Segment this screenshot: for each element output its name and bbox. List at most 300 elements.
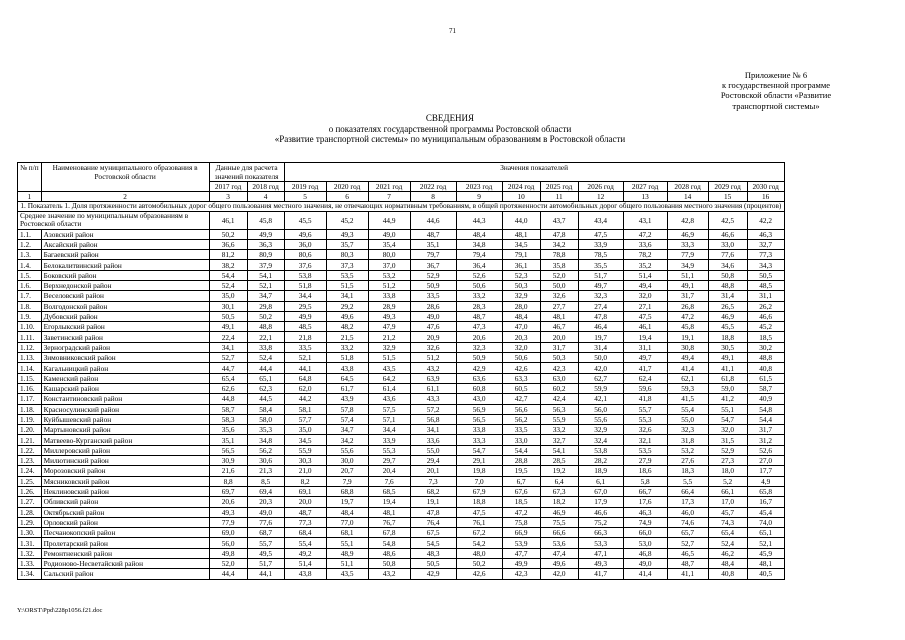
indicator-value: 52,1 — [247, 280, 284, 290]
indicator-value: 68,8 — [326, 486, 368, 496]
indicator-value: 45,8 — [667, 322, 708, 332]
indicator-value: 66,1 — [708, 486, 747, 496]
indicator-value: 19,7 — [326, 497, 368, 507]
indicator-value: 30,5 — [708, 342, 747, 352]
indicator-value: 48,6 — [368, 548, 410, 558]
indicator-value: 28,5 — [540, 456, 578, 466]
column-number: 12 — [578, 192, 623, 202]
district-name: Багаевский район — [41, 250, 209, 260]
district-name: Неклиновский район — [41, 486, 209, 496]
indicator-value: 33,5 — [284, 342, 326, 352]
indicator-value: 36,1 — [502, 260, 540, 270]
indicator-value: 28,9 — [368, 301, 410, 311]
indicator-value: 32,9 — [368, 342, 410, 352]
indicator-value: 44,8 — [209, 394, 247, 404]
indicator-value: 52,4 — [247, 353, 284, 363]
indicator-value: 57,8 — [326, 404, 368, 414]
indicator-value: 26,8 — [667, 301, 708, 311]
table-row — [18, 229, 785, 239]
indicator-value: 78,2 — [623, 250, 667, 260]
indicator-value: 29,8 — [247, 301, 284, 311]
header-base: Данные для расчета значений показателя — [209, 163, 284, 182]
table-row — [18, 301, 785, 311]
indicator-value: 45,5 — [708, 322, 747, 332]
indicator-value: 19,5 — [502, 466, 540, 476]
indicator-value: 52,7 — [209, 353, 247, 363]
row-number: 1.13. — [18, 353, 42, 363]
indicator-value: 56,0 — [578, 404, 623, 414]
indicator-value: 44,2 — [284, 394, 326, 404]
indicator-value: 30,6 — [247, 456, 284, 466]
indicator-value: 50,2 — [247, 311, 284, 321]
indicator-value: 34,1 — [326, 291, 368, 301]
row-number: 1.29. — [18, 517, 42, 527]
column-number: 3 — [209, 192, 247, 202]
indicator-value: 55,4 — [667, 404, 708, 414]
indicator-value: 47,5 — [578, 229, 623, 239]
indicator-value: 35,0 — [284, 425, 326, 435]
indicator-value: 47,5 — [623, 311, 667, 321]
indicator-value: 69,1 — [284, 486, 326, 496]
column-number: 6 — [326, 192, 368, 202]
indicator-value: 76,1 — [456, 517, 502, 527]
indicator-value: 46,9 — [708, 311, 747, 321]
indicator-value: 49,7 — [578, 280, 623, 290]
indicator-value: 27,0 — [747, 456, 784, 466]
indicator-value: 63,6 — [456, 373, 502, 383]
header-year: 2028 год — [667, 182, 708, 192]
indicator-value: 51,5 — [368, 353, 410, 363]
indicator-value: 60,2 — [540, 383, 578, 393]
header-year: 2020 год — [326, 182, 368, 192]
indicator-value: 20,4 — [368, 466, 410, 476]
indicator-value: 32,0 — [623, 291, 667, 301]
row-number: 1.1. — [18, 229, 42, 239]
indicator-value: 46,5 — [667, 548, 708, 558]
indicator-value: 67,0 — [578, 486, 623, 496]
indicator-value: 59,3 — [667, 383, 708, 393]
table-row — [18, 270, 785, 280]
indicator-value: 35,3 — [247, 425, 284, 435]
indicator-value: 41,1 — [708, 363, 747, 373]
indicator-value: 51,2 — [368, 280, 410, 290]
indicator-value: 34,2 — [326, 435, 368, 445]
indicator-value: 19,1 — [410, 497, 456, 507]
indicator-value: 42,3 — [540, 363, 578, 373]
row-number: 1.17. — [18, 394, 42, 404]
indicator-value: 51,2 — [410, 353, 456, 363]
indicator-value: 55,3 — [623, 414, 667, 424]
indicator-value: 50,3 — [502, 280, 540, 290]
indicator-value: 46,6 — [747, 311, 784, 321]
indicator-value: 47,6 — [410, 322, 456, 332]
indicator-value: 48,3 — [410, 548, 456, 558]
indicator-value: 64,8 — [284, 373, 326, 383]
indicator-value: 58,7 — [209, 404, 247, 414]
indicator-value: 67,2 — [456, 528, 502, 538]
header-year: 2024 год — [502, 182, 540, 192]
indicator-value: 66,6 — [540, 528, 578, 538]
indicator-value: 41,4 — [667, 363, 708, 373]
indicator-value: 67,6 — [502, 486, 540, 496]
indicator-value: 33,0 — [708, 239, 747, 249]
average-value: 43,4 — [578, 211, 623, 229]
indicator-value: 51,4 — [623, 270, 667, 280]
indicator-value: 55,1 — [708, 404, 747, 414]
indicator-value: 48,7 — [410, 229, 456, 239]
indicator-value: 34,6 — [708, 260, 747, 270]
indicator-value: 56,2 — [247, 445, 284, 455]
indicator-value: 59,6 — [623, 383, 667, 393]
district-name: Егорлыкский район — [41, 322, 209, 332]
indicator-value: 21,2 — [368, 332, 410, 342]
indicator-value: 76,4 — [410, 517, 456, 527]
indicator-value: 80,6 — [284, 250, 326, 260]
indicator-value: 41,8 — [623, 394, 667, 404]
indicator-value: 62,7 — [578, 373, 623, 383]
indicator-value: 43,6 — [368, 394, 410, 404]
indicator-value: 49,6 — [284, 229, 326, 239]
district-name: Дубовский район — [41, 311, 209, 321]
indicator-value: 17,7 — [747, 466, 784, 476]
indicator-value: 35,0 — [209, 291, 247, 301]
indicator-value: 33,5 — [502, 425, 540, 435]
indicator-value: 20,3 — [502, 332, 540, 342]
indicator-value: 49,7 — [623, 353, 667, 363]
district-name: Кашарский район — [41, 383, 209, 393]
indicator-value: 41,2 — [708, 394, 747, 404]
indicator-value: 49,2 — [284, 548, 326, 558]
indicator-value: 19,8 — [456, 466, 502, 476]
indicator-value: 46,3 — [623, 507, 667, 517]
indicator-value: 59,0 — [708, 383, 747, 393]
district-name: Каменский район — [41, 373, 209, 383]
average-value: 42,8 — [667, 211, 708, 229]
indicator-value: 35,4 — [368, 239, 410, 249]
header-year: 2026 год — [578, 182, 623, 192]
column-number: 1 — [18, 192, 42, 202]
indicator-value: 55,0 — [410, 445, 456, 455]
indicator-value: 55,6 — [578, 414, 623, 424]
row-number: 1.31. — [18, 538, 42, 548]
indicator-value: 33,9 — [578, 239, 623, 249]
title-line: о показателях государственной программы Ростовской области — [328, 123, 572, 134]
indicator-value: 34,1 — [410, 425, 456, 435]
indicator-value: 56,6 — [502, 404, 540, 414]
indicator-value: 48,8 — [708, 280, 747, 290]
indicator-value: 37,6 — [284, 260, 326, 270]
indicator-value: 66,9 — [502, 528, 540, 538]
indicator-value: 32,7 — [747, 239, 784, 249]
indicator-value: 28,2 — [578, 456, 623, 466]
indicator-value: 32,9 — [578, 425, 623, 435]
indicator-value: 34,3 — [747, 260, 784, 270]
indicator-value: 30,1 — [209, 301, 247, 311]
indicator-value: 17,0 — [708, 497, 747, 507]
indicator-value: 44,4 — [247, 363, 284, 373]
indicator-value: 50,6 — [456, 280, 502, 290]
indicator-value: 47,8 — [410, 507, 456, 517]
indicator-value: 30,8 — [667, 342, 708, 352]
indicator-value: 42,0 — [578, 363, 623, 373]
indicator-value: 8,8 — [209, 476, 247, 486]
indicator-value: 28,0 — [502, 301, 540, 311]
table-row — [18, 311, 785, 321]
column-number: 15 — [708, 192, 747, 202]
indicator-value: 53,6 — [540, 538, 578, 548]
indicator-value: 49,0 — [368, 229, 410, 239]
indicator-value: 34,5 — [502, 239, 540, 249]
indicator-value: 49,0 — [410, 311, 456, 321]
indicator-value: 42,9 — [456, 363, 502, 373]
indicator-value: 7,6 — [368, 476, 410, 486]
indicator-value: 45,2 — [747, 322, 784, 332]
district-name: Пролетарский район — [41, 538, 209, 548]
indicator-value: 7,0 — [456, 476, 502, 486]
indicator-value: 6,7 — [502, 476, 540, 486]
indicator-value: 52,4 — [708, 538, 747, 548]
row-number: 1.34. — [18, 569, 42, 579]
indicator-value: 47,0 — [502, 322, 540, 332]
indicator-value: 77,3 — [747, 250, 784, 260]
column-number: 7 — [368, 192, 410, 202]
header-year: 2022 год — [410, 182, 456, 192]
indicator-value: 5,8 — [623, 476, 667, 486]
row-number: 1.3. — [18, 250, 42, 260]
average-value: 44,9 — [368, 211, 410, 229]
indicator-value: 20,6 — [456, 332, 502, 342]
indicator-value: 65,8 — [747, 486, 784, 496]
indicator-value: 55,0 — [667, 414, 708, 424]
row-number: 1.15. — [18, 373, 42, 383]
indicator-value: 47,8 — [578, 311, 623, 321]
indicator-value: 63,0 — [540, 373, 578, 383]
indicator-value: 45,7 — [708, 507, 747, 517]
indicator-value: 32,3 — [456, 342, 502, 352]
indicator-value: 32,1 — [623, 435, 667, 445]
indicator-value: 41,1 — [667, 569, 708, 579]
indicator-value: 61,4 — [368, 383, 410, 393]
indicator-value: 31,4 — [708, 291, 747, 301]
indicator-value: 48,1 — [368, 507, 410, 517]
indicator-value: 44,1 — [247, 569, 284, 579]
indicator-value: 40,5 — [747, 569, 784, 579]
row-number: 1.16. — [18, 383, 42, 393]
indicator-value: 41,4 — [623, 569, 667, 579]
indicator-value: 51,1 — [326, 559, 368, 569]
indicator-value: 56,3 — [540, 404, 578, 414]
indicator-value: 33,2 — [456, 291, 502, 301]
file-path-footer: Y:\ORST\Ppd\228p1056.f21.doc — [17, 607, 103, 614]
header-year: 2019 год — [284, 182, 326, 192]
indicator-value: 49,4 — [667, 353, 708, 363]
indicator-value: 27,9 — [623, 456, 667, 466]
district-name: Песчанокопский район — [41, 528, 209, 538]
table-row — [18, 476, 785, 486]
indicator-value: 48,1 — [747, 559, 784, 569]
indicator-value: 52,9 — [708, 445, 747, 455]
indicator-value: 54,5 — [410, 538, 456, 548]
indicator-value: 51,7 — [247, 559, 284, 569]
indicator-value: 74,0 — [747, 517, 784, 527]
indicator-value: 36,0 — [284, 239, 326, 249]
indicator-value: 52,0 — [209, 559, 247, 569]
indicator-value: 47,8 — [540, 229, 578, 239]
indicator-value: 50,5 — [747, 270, 784, 280]
indicator-value: 53,9 — [502, 538, 540, 548]
district-name: Аксайский район — [41, 239, 209, 249]
title-heading: СВЕДЕНИЯ — [425, 113, 475, 123]
indicator-value: 51,7 — [578, 270, 623, 280]
document-title — [240, 113, 660, 145]
indicator-value: 74,6 — [667, 517, 708, 527]
header-year: 2029 год — [708, 182, 747, 192]
header-year: 2021 год — [368, 182, 410, 192]
indicator-value: 55,9 — [284, 445, 326, 455]
row-number: 1.19. — [18, 414, 42, 424]
indicator-value: 54,4 — [502, 445, 540, 455]
indicator-value: 52,6 — [456, 270, 502, 280]
indicator-value: 66,0 — [623, 528, 667, 538]
table-row — [18, 373, 785, 383]
column-number: 4 — [247, 192, 284, 202]
row-number: 1.8. — [18, 301, 42, 311]
district-name: Мартыновский район — [41, 425, 209, 435]
indicator-value: 46,9 — [540, 507, 578, 517]
indicator-value: 18,9 — [578, 466, 623, 476]
indicator-value: 21,3 — [247, 466, 284, 476]
indicator-value: 28,8 — [502, 456, 540, 466]
indicator-value: 42,0 — [540, 569, 578, 579]
indicator-value: 66,4 — [667, 486, 708, 496]
table-row — [18, 497, 785, 507]
indicator-value: 40,8 — [708, 569, 747, 579]
district-name: Заветинский район — [41, 332, 209, 342]
indicator-value: 49,3 — [578, 559, 623, 569]
indicator-value: 68,1 — [326, 528, 368, 538]
indicator-value: 49,9 — [284, 311, 326, 321]
average-label: Среднее значение по муниципальным образованиям в Ростовской области — [18, 211, 210, 229]
indicator-value: 66,3 — [578, 528, 623, 538]
indicator-value: 48,4 — [502, 311, 540, 321]
indicator-value: 48,4 — [456, 229, 502, 239]
indicator-value: 50,0 — [540, 280, 578, 290]
indicator-value: 43,8 — [326, 363, 368, 373]
indicator-value: 77,9 — [667, 250, 708, 260]
indicator-value: 53,0 — [623, 538, 667, 548]
indicator-value: 65,1 — [747, 528, 784, 538]
table-row — [18, 435, 785, 445]
indicator-value: 43,2 — [368, 569, 410, 579]
indicator-value: 46,6 — [578, 507, 623, 517]
indicator-value: 77,0 — [326, 517, 368, 527]
indicator-value: 21,5 — [326, 332, 368, 342]
indicator-value: 35,1 — [209, 435, 247, 445]
indicator-value: 6,1 — [578, 476, 623, 486]
indicator-value: 48,5 — [747, 280, 784, 290]
indicator-value: 50,9 — [410, 280, 456, 290]
indicator-value: 49,9 — [247, 229, 284, 239]
row-number: 1.18. — [18, 404, 42, 414]
indicator-value: 46,2 — [708, 548, 747, 558]
indicator-value: 51,1 — [667, 270, 708, 280]
indicator-value: 17,6 — [623, 497, 667, 507]
average-value: 43,7 — [540, 211, 578, 229]
indicator-value: 66,7 — [623, 486, 667, 496]
indicator-value: 69,4 — [247, 486, 284, 496]
indicator-value: 7,3 — [410, 476, 456, 486]
header-year: 2018 год — [247, 182, 284, 192]
indicator-value: 41,5 — [667, 394, 708, 404]
indicator-value: 74,3 — [708, 517, 747, 527]
table-row — [18, 332, 785, 342]
indicator-value: 8,2 — [284, 476, 326, 486]
indicator-value: 67,9 — [456, 486, 502, 496]
indicator-value: 49,4 — [623, 280, 667, 290]
indicator-value: 50,8 — [708, 270, 747, 280]
column-number: 11 — [540, 192, 578, 202]
district-name: Морозовский район — [41, 466, 209, 476]
table-row — [18, 363, 785, 373]
column-number: 16 — [747, 192, 784, 202]
table-row — [18, 280, 785, 290]
indicator-value: 49,5 — [247, 548, 284, 558]
indicator-value: 34,7 — [247, 291, 284, 301]
average-value: 42,5 — [708, 211, 747, 229]
indicator-value: 37,0 — [368, 260, 410, 270]
indicator-value: 50,8 — [368, 559, 410, 569]
row-number: 1.9. — [18, 311, 42, 321]
table-row — [18, 383, 785, 393]
indicator-value: 43,3 — [410, 394, 456, 404]
table-row — [18, 291, 785, 301]
indicator-value: 46,0 — [667, 507, 708, 517]
indicator-value: 46,3 — [747, 229, 784, 239]
indicator-value: 63,9 — [410, 373, 456, 383]
indicator-value: 57,7 — [284, 414, 326, 424]
indicator-value: 52,3 — [502, 270, 540, 280]
indicator-value: 35,6 — [209, 425, 247, 435]
indicator-value: 33,3 — [667, 239, 708, 249]
row-number: 1.10. — [18, 322, 42, 332]
table-row — [18, 456, 785, 466]
indicator-value: 62,3 — [247, 383, 284, 393]
indicator-value: 65,4 — [209, 373, 247, 383]
indicator-value: 46,9 — [667, 229, 708, 239]
indicator-value: 42,6 — [456, 569, 502, 579]
indicator-value: 48,9 — [326, 548, 368, 558]
column-number: 2 — [41, 192, 209, 202]
indicator-value: 17,3 — [667, 497, 708, 507]
district-name: Октябрьский район — [41, 507, 209, 517]
indicator-value: 49,6 — [326, 311, 368, 321]
indicator-value: 48,4 — [326, 507, 368, 517]
header-year: 2027 год — [623, 182, 667, 192]
table-row — [18, 486, 785, 496]
indicator-value: 42,6 — [502, 363, 540, 373]
indicator-value: 50,0 — [578, 353, 623, 363]
indicator-value: 21,0 — [284, 466, 326, 476]
indicator-value: 47,5 — [456, 507, 502, 517]
indicator-value: 29,1 — [456, 456, 502, 466]
indicator-value: 53,5 — [623, 445, 667, 455]
table-row — [18, 414, 785, 424]
district-name: Зимовниковский район — [41, 353, 209, 363]
indicator-value: 49,0 — [247, 507, 284, 517]
indicator-value: 29,7 — [368, 456, 410, 466]
indicator-value: 63,3 — [502, 373, 540, 383]
indicator-value: 56,9 — [456, 404, 502, 414]
